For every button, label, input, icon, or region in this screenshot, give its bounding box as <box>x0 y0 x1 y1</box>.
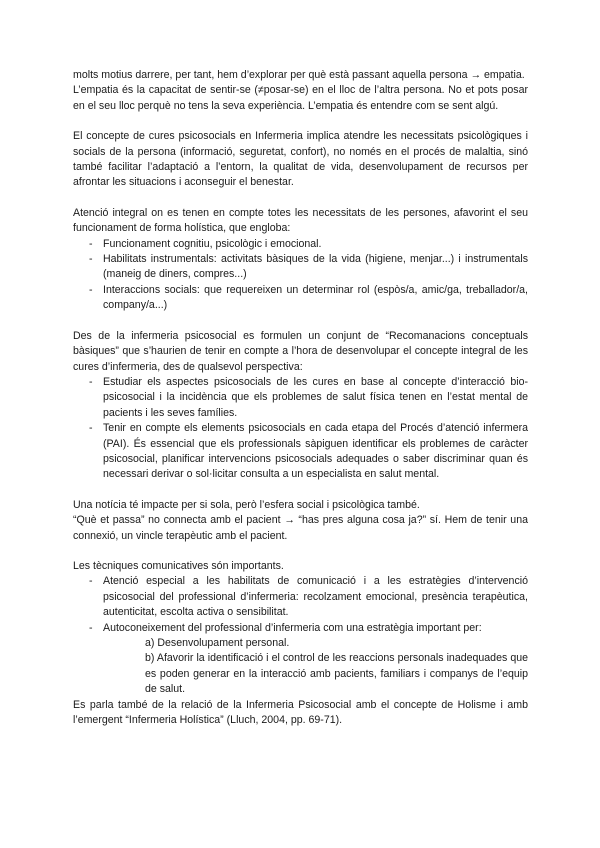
paragraph-patient-connection: “Què et passa” no connecta amb el pacient → “has pres alguna cosa ja?” sí. Hem de tenir una connexió, un vincle terapèutic amb el pacient. <box>73 514 528 542</box>
list-item: - Interaccions socials: que requereixen un determinar rol (espòs/a, amic/ga, treballador/a, company/a...) <box>73 283 528 314</box>
list-techniques <box>73 574 528 636</box>
list-item: - Autoconeixement del professional d’infermeria com una estratègia important per: <box>73 621 528 636</box>
paragraph-news-impact: Una notícia té impacte per si sola, però l’esfera social i psicològica també. <box>73 498 420 511</box>
paragraph-integral-attention: Atenció integral on es tenen en compte totes les necessitats de les persones, afavorint el seu funcionament de forma holística, que engloba: <box>73 206 528 235</box>
sub-item: a) Desenvolupament personal. <box>145 637 290 649</box>
paragraph-communication-techniques: Les tècniques comunicatives són importants. <box>73 559 284 572</box>
paragraph-recommendations: Des de la infermeria psicosocial es formulen un conjunt de “Recomanacions conceptuals bàsiques” que s’haurien de tenir en compte a l’hora de desenvolupar el concepte integral de les cures d’infermeria, des de qualsevol perspectiva: <box>73 329 528 373</box>
document-body <box>73 68 528 728</box>
list-item: - Estudiar els aspectes psicosocials de les cures en base al concepte d’interacció bio-psicosocial i la incidència que els problemes de salut física tenen en l’estat mental de pacients i les seves famílies. <box>73 375 528 421</box>
paragraph-empathy-intro: molts motius darrere, per tant, hem d’explorar per què està passant aquella persona → empatia. <box>73 69 525 81</box>
paragraph-psychosocial-care: El concepte de cures psicosocials en Infermeria implica atendre les necessitats psicològiques i socials de la persona (informació, seguretat, confort), no només en el procés de malaltia, sinó també facilitar l’adaptació a l’entorn, la qualitat de vida, desenvolupament de recursos per afrontar les situacions i aconseguir el benestar. <box>73 130 528 189</box>
list-item: - Atenció especial a les habilitats de comunicació i a les estratègies d’intervenció psicosocial del professional d’infermeria: recolzament emocional, presència terapèutica, autenticitat, escolta activa o sensibilitat. <box>73 574 528 620</box>
sub-item: b) Afavorir la identificació i el control de les reaccions personals inadequades que es poden generar en la interacció amb pacients, familiars i companys de l’equip de salut. <box>145 652 528 696</box>
list-item: - Tenir en compte els elements psicosocials en cada etapa del Procés d’atenció infermera (PAI). És essencial que els professionals sàpiguen identificar els problemes de caràcter psicosocial, planificar intervencions psicosocials adequades o saber discriminar quan és necessari derivar o sol·licitar consulta a un especialista en salut mental. <box>73 421 528 483</box>
list-item: - Habilitats instrumentals: activitats bàsiques de la vida (higiene, menjar...) i instrumentals (maneig de diners, compres...) <box>73 252 528 283</box>
paragraph-holism: Es parla també de la relació de la Infermeria Psicosocial amb el concepte de Holisme i amb l’emergent “Infermeria Holística” (Lluch, 2004, pp. 69-71). <box>73 698 528 727</box>
list-holistic-aspects <box>73 237 528 314</box>
paragraph-empathy-definition: L’empatia és la capacitat de sentir-se (≠posar-se) en el lloc de l’altra persona. No et pots posar en el seu lloc perquè no tens la seva experiència. L’empatia és entendre com se sent algú. <box>73 84 528 112</box>
list-recommendations <box>73 375 528 483</box>
list-item: - Funcionament cognitiu, psicològic i emocional. <box>73 237 528 252</box>
